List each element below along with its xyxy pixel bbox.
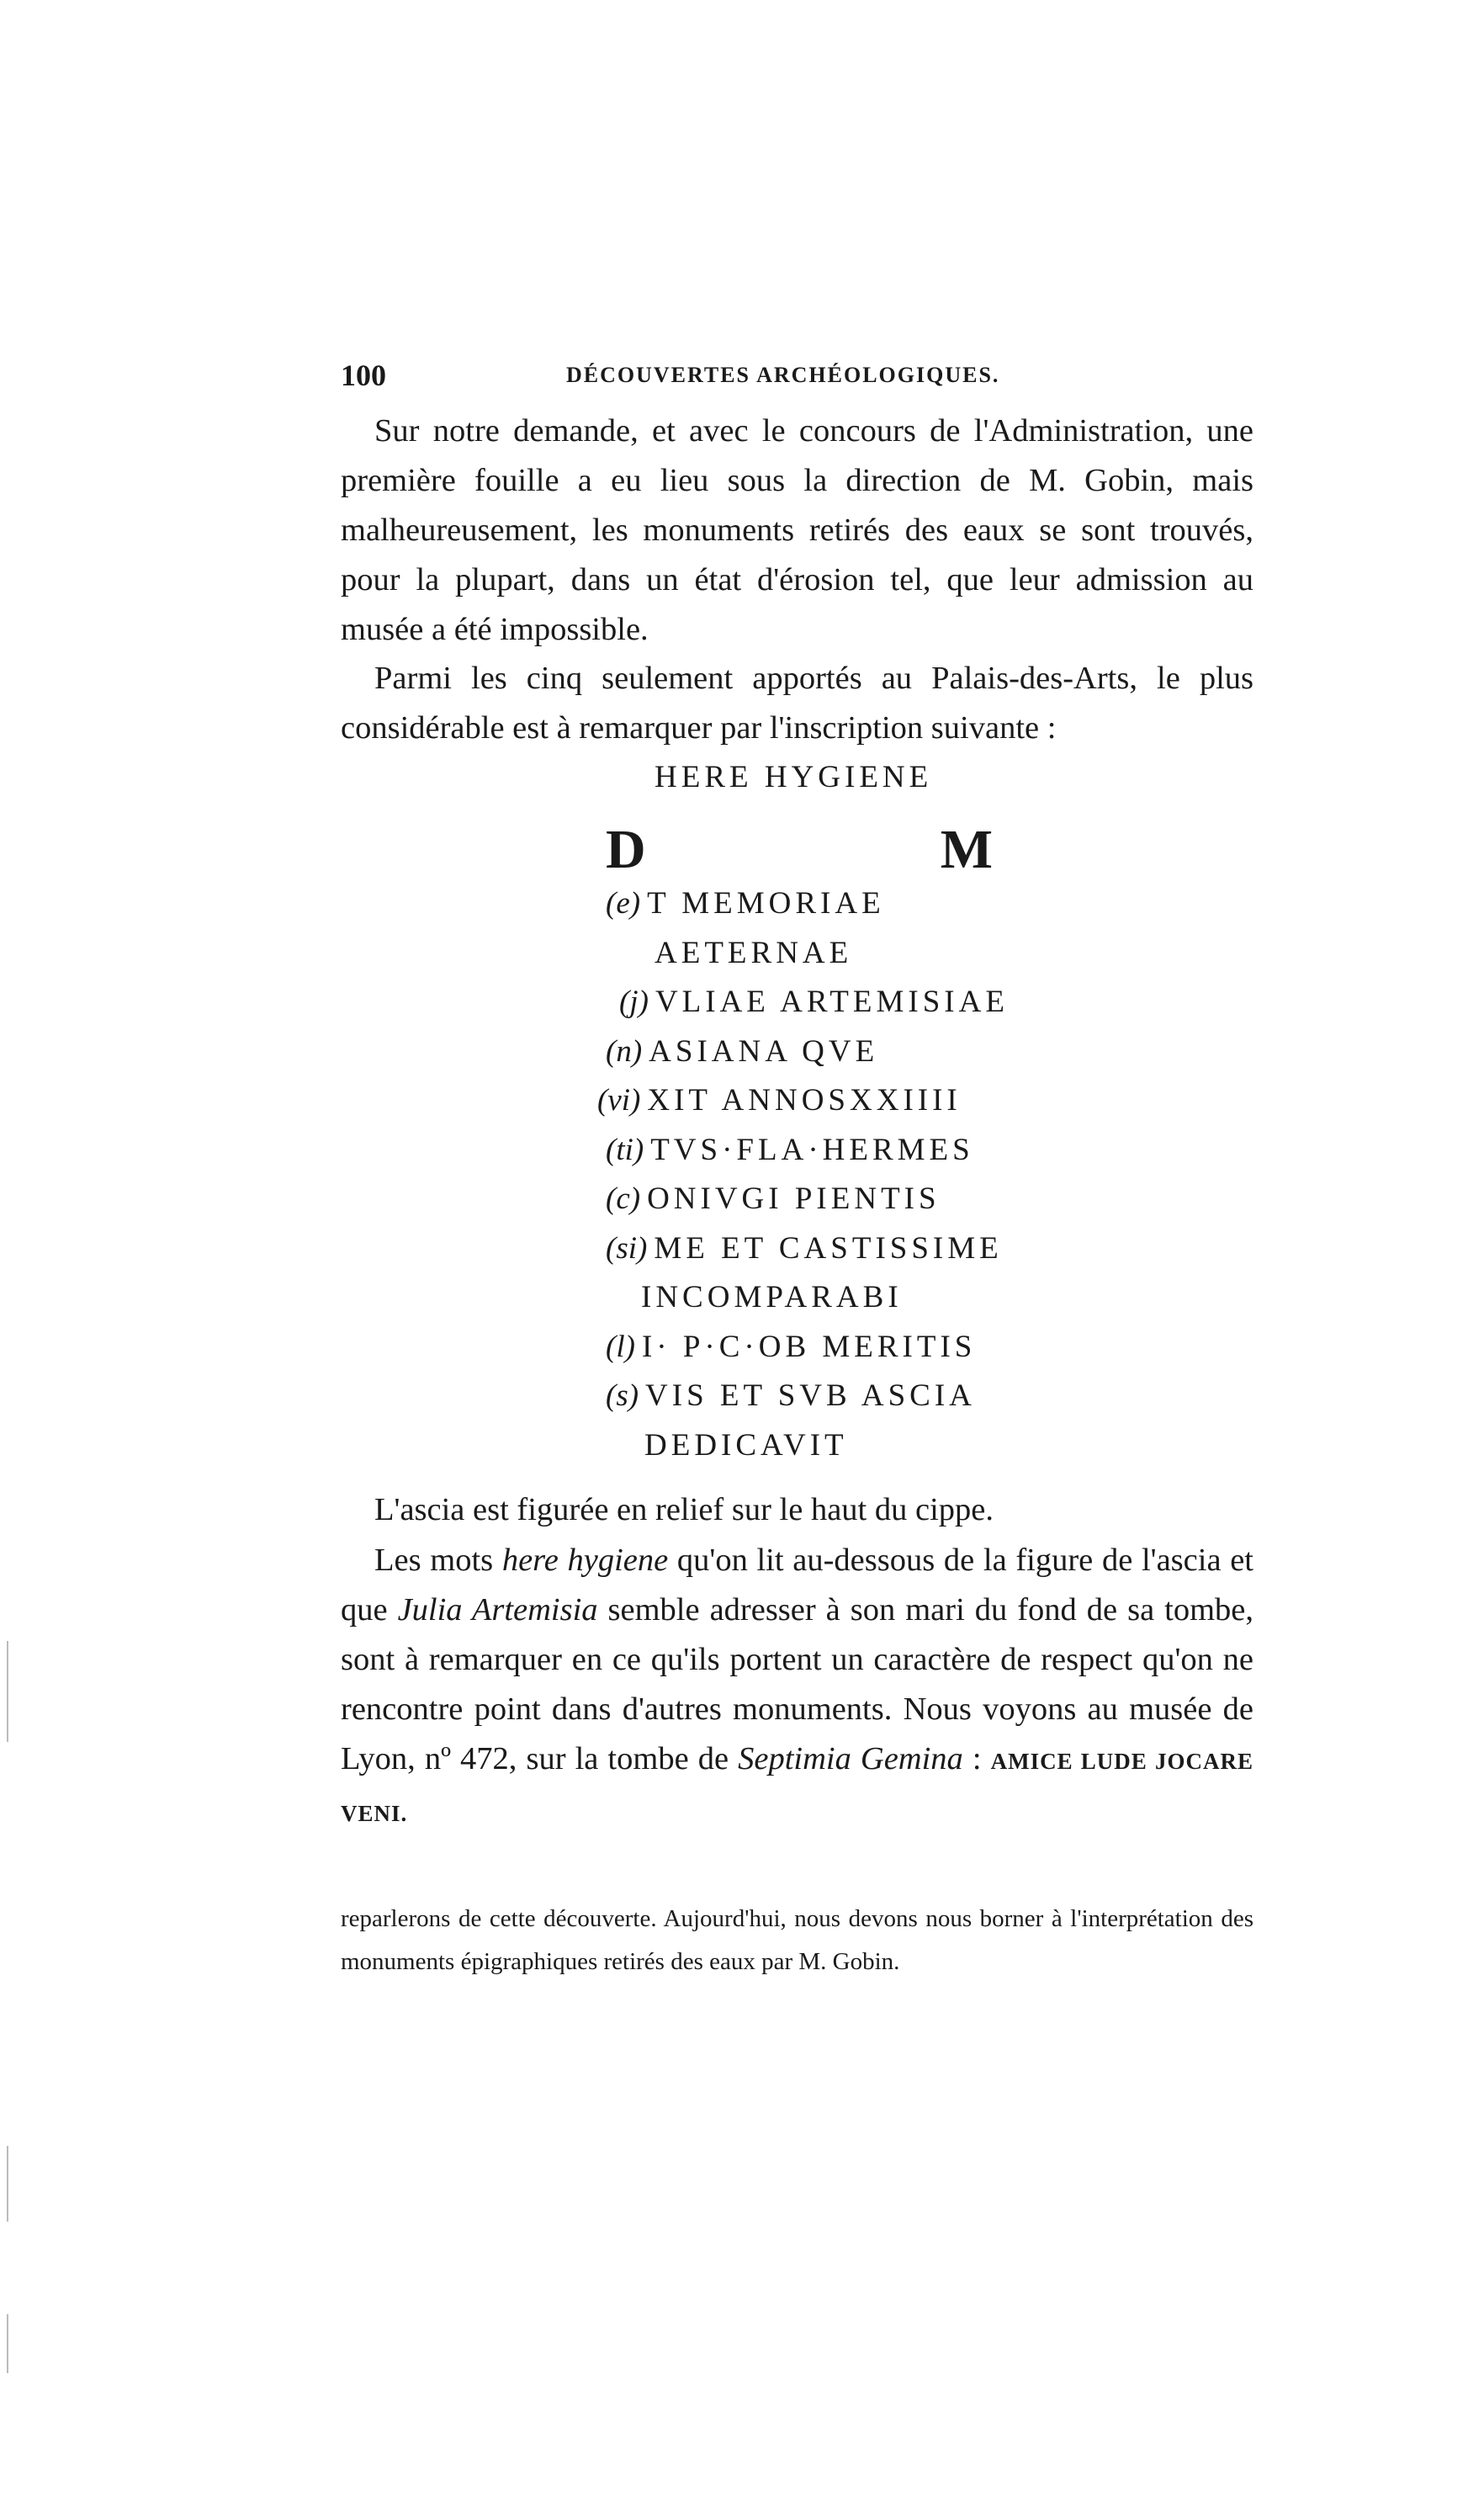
paragraph-4-italic-septimia-gemina: Septimia Gemina (738, 1741, 963, 1776)
paragraph-3 (341, 1485, 1253, 1535)
paragraph-1-text: Sur notre demande, et avec le concours de l'Administration, une première fouille a eu lieu sous la direction de M. Gobin, mais malheureusement, les monuments retirés des eaux se sont trouvés, pour la plupart, dans un état d'érosion tel, que leur admission au musée a été impossible. (341, 413, 1253, 647)
inscription-d: D (606, 819, 646, 880)
inscription-line-text: DEDICAVIT (644, 1427, 848, 1463)
paragraph-3-text: L'ascia est figurée en relief sur le haut du cippe. (374, 1492, 994, 1527)
inscription-line-restoration: (j) (619, 985, 649, 1019)
inscription-line (644, 1427, 848, 1463)
inscription-line (606, 885, 885, 921)
inscription-line-restoration: (c) (606, 1182, 641, 1216)
paragraph-2 (341, 654, 1253, 753)
inscription-dm-line (606, 818, 993, 885)
inscription-line-text: VIS ET SVB ASCIA (645, 1378, 976, 1413)
inscription-line-text: ONIVGI PIENTIS (647, 1182, 941, 1216)
footnote: reparlerons de cette découverte. Aujourd'hui, nous devons nous borner à l'interprétation des monuments épigraphiques retirés des eaux par M. Gobin. (341, 1905, 1253, 1975)
inscription-line-restoration: (l) (606, 1329, 635, 1364)
inscription-line-text: INCOMPARABI (641, 1280, 903, 1314)
inscription-line (606, 1132, 974, 1168)
inscription-line-text: ASIANA QVE (649, 1033, 879, 1069)
inscription-line-restoration: (e) (606, 886, 641, 921)
inscription-line (606, 1378, 976, 1414)
paragraph-1 (341, 406, 1253, 655)
inscription-line (606, 1033, 878, 1070)
paragraph-2-text: Parmi les cinq seulement apportés au Palais-des-Arts, le plus considérable est à remarquer par l'inscription suivante : (341, 661, 1253, 746)
running-head: DÉCOUVERTES ARCHÉOLOGIQUES. (566, 363, 1000, 387)
page-number: 100 (341, 358, 386, 392)
inscription-line-text: VLIAE ARTEMISIAE (655, 985, 1009, 1019)
inscription-line-restoration: (s) (606, 1378, 639, 1413)
page-header (341, 358, 1266, 400)
inscription-line (606, 1230, 1003, 1266)
inscription-line-text: T MEMORIAE (647, 886, 885, 921)
inscription-line-text: ME ET CASTISSIME (654, 1230, 1003, 1266)
scan-edge-mark (7, 1641, 8, 1742)
paragraph-4-text-a: Les mots (374, 1543, 502, 1578)
inscription-line-text: XIT ANNOSXXIIII (647, 1083, 962, 1118)
inscription-line-heading: HERE HYGIENE (655, 760, 933, 794)
inscription-line (655, 935, 852, 971)
inscription-line-restoration: (ti) (606, 1132, 644, 1167)
inscription-line-restoration: (n) (606, 1033, 643, 1069)
paragraph-4-text-c: semble adresser à son mari du fond de sa tombe, sont à remarquer en ce qu'ils portent un caractère de respect qu'on ne rencontre point dans d'autres monuments. Nous voyons au musée de Lyon, nº 472, sur la tombe de (341, 1592, 1253, 1776)
paragraph-4 (341, 1536, 1253, 1839)
inscription-line (597, 1082, 962, 1118)
inscription-line (606, 1181, 941, 1217)
inscription-line-restoration: (si) (606, 1230, 648, 1266)
inscription-line (606, 1329, 976, 1365)
inscription-line-text: AETERNAE (655, 935, 853, 970)
inscription-line-text: I· P·C·OB MERITIS (641, 1329, 977, 1364)
paragraph-4-text-b: qu'on lit au-dessous de la figure de l'ascia et que (341, 1543, 1253, 1628)
scan-edge-mark (7, 2146, 8, 2222)
inscription-line (619, 984, 1009, 1020)
paragraph-4-text-d: : (962, 1741, 991, 1776)
inscription-line-text: TVS·FLA·HERMES (650, 1132, 974, 1167)
paragraph-4-quote-caps: AMICE LUDE JOCARE VENI. (341, 1749, 1253, 1826)
inscription-line-restoration: (vi) (597, 1083, 641, 1118)
scan-edge-mark (7, 2314, 8, 2373)
inscription-m: M (940, 819, 993, 880)
paragraph-4-italic-here-hygiene: here hygiene (501, 1543, 669, 1578)
inscription-line (641, 1279, 903, 1315)
paragraph-4-italic-julia-artemisia: Julia Artemisia (397, 1592, 598, 1628)
